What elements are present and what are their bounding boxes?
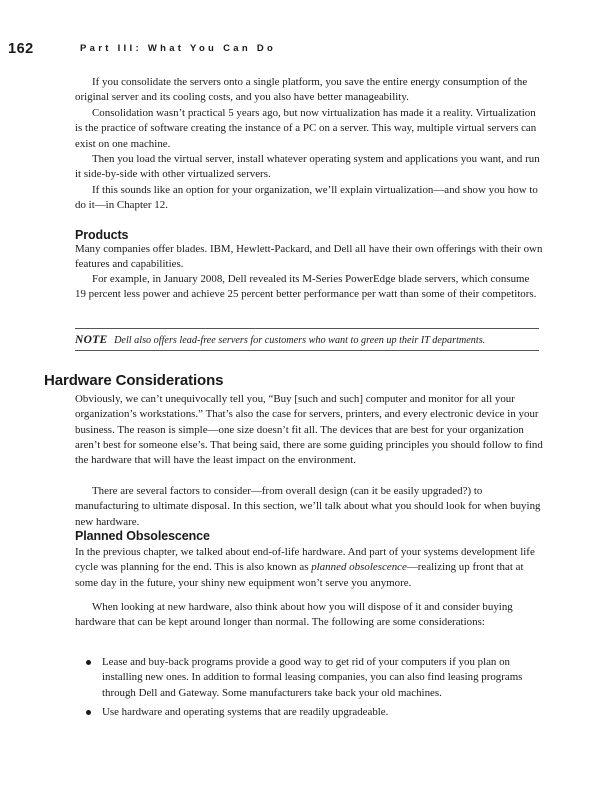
intro-paragraph-2: Consolidation wasn’t practical 5 years ago, but now virtualization has made it a reality. Virtualization is the practice of software creating the instance of a PC on a server. This way, multiple virtual servers can exist on one machine. bbox=[75, 107, 537, 150]
hardware-paragraph-2: There are several factors to consider—from overall design (can it be easily upgraded?) to manufacturing to ultimate disposal. In this section, we’ll talk about what you should look for when buying new hardware. bbox=[75, 485, 541, 528]
hardware-paragraph-1: Obviously, we can’t unequivocally tell you, “Buy [such and such] computer and monitor for all your organization’s workstations.” That’s also the case for servers, printers, and every electronic device in your business. The reason is simple—one size doesn’t fit all. The devices that are best for your organization aren’t best for someone else’s. That being said, there are some guiding principles you should follow to find the hardware that will have the least impact on the environment. bbox=[75, 393, 543, 467]
section-heading-hardware: Hardware Considerations bbox=[44, 372, 224, 389]
note-bottom-rule bbox=[75, 350, 539, 351]
page-header bbox=[0, 38, 614, 62]
list-item bbox=[102, 705, 534, 720]
list-item-text: Lease and buy-back programs provide a good way to get rid of your computers if you plan on installing new ones. In addition to formal leasing companies, you can also find leasing programs through Dell and Gateway. Some manufacturers take back your old machines. bbox=[102, 656, 523, 699]
obsolescence-p1-text: In the previous chapter, we talked about end-of-life hardware. And part of your systems development life cycle was planning for the end. This is also known as bbox=[75, 546, 535, 574]
products-paragraph-1: Many companies offer blades. IBM, Hewlett-Packard, and Dell all have their own offerings with their own features and capabilities. bbox=[75, 243, 543, 271]
running-head: Part III: What You Can Do bbox=[80, 43, 277, 54]
note-top-rule bbox=[75, 328, 539, 329]
intro-paragraph-4: If this sounds like an option for your organization, we’ll explain virtualization—and show you how to do it—in Chapter 12. bbox=[75, 184, 538, 212]
bullet-icon bbox=[86, 660, 91, 665]
section-heading-obsolescence: Planned Obsolescence bbox=[75, 529, 210, 543]
list-item bbox=[102, 655, 534, 701]
considerations-list bbox=[102, 655, 534, 720]
bullet-icon bbox=[86, 710, 91, 715]
obsolescence-paragraph-1 bbox=[75, 545, 543, 591]
planned-obsolescence-term: planned obsolescence bbox=[311, 561, 407, 574]
obsolescence-p1-rest: —realizing up front that at some day in the future, your shiny new equipment won’t serve you anymore. bbox=[75, 561, 524, 589]
list-item-text: Use hardware and operating systems that are readily upgradeable. bbox=[102, 705, 389, 718]
note-callout bbox=[75, 333, 545, 348]
note-label: NOTE bbox=[75, 334, 108, 346]
page-number: 162 bbox=[8, 41, 34, 57]
products-paragraph-2: For example, in January 2008, Dell revealed its M-Series PowerEdge blade servers, which consume 19 percent less power and achieve 25 percent better performance per watt than some of their competitors. bbox=[75, 273, 537, 301]
intro-paragraph-3: Then you load the virtual server, install whatever operating system and applications you want, and run it side-by-side with other virtualized servers. bbox=[75, 153, 540, 181]
intro-paragraph-1: If you consolidate the servers onto a single platform, you save the entire energy consumption of the original server and its cooling costs, and you also have better manageability. bbox=[75, 76, 528, 104]
section-heading-products: Products bbox=[75, 228, 129, 242]
note-text: Dell also offers lead-free servers for customers who want to green up their IT departments. bbox=[114, 335, 486, 346]
obsolescence-paragraph-2: When looking at new hardware, also think about how you will dispose of it and consider buying hardware that can be kept around longer than normal. The following are some considerations: bbox=[75, 601, 513, 629]
